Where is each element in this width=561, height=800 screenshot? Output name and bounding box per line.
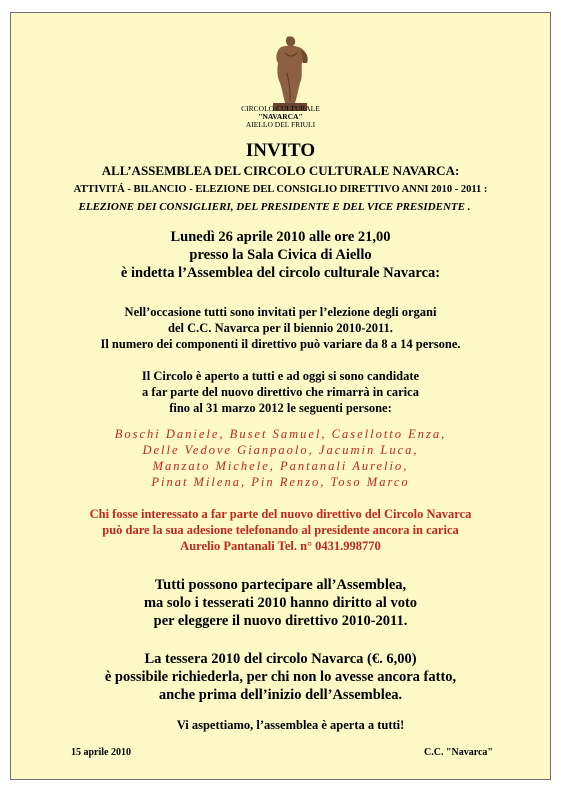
- open-line-2: a far parte del nuovo direttivo che rimarrà in carica: [142, 385, 419, 399]
- contact-line-1: Chi fosse interessato a far parte del nuovo direttivo del Circolo Navarca: [89, 507, 472, 521]
- invitation-page: [10, 12, 551, 780]
- membership-line-1: La tessera 2010 del circolo Navarca (€. 6,00): [144, 651, 417, 667]
- page-title: INVITO: [245, 140, 316, 161]
- candidates-line-4: Pinat Milena, Pin Renzo, Toso Marco: [151, 475, 410, 489]
- participation-line-3: per eleggere il nuovo direttivo 2010-2011.: [153, 613, 408, 629]
- contact-line-3: Aurelio Pantanali Tel. n° 0431.998770: [180, 539, 381, 553]
- candidates-line-3: Manzato Michele, Pantanali Aurelio,: [152, 459, 409, 473]
- logo-line-3: AIELLO DEL FRIULI: [245, 120, 316, 129]
- candidates-line-1: Boschi Daniele, Buset Samuel, Casellotto Enza,: [114, 427, 447, 441]
- agenda-line-1: ATTIVITÁ - BILANCIO - ELEZIONE DEL CONSIGLIO DIRETTIVO ANNI 2010 - 2011 :: [73, 184, 488, 195]
- membership-line-3: anche prima dell’inizio dell’Assemblea.: [158, 687, 403, 703]
- logo-line-2: "NAVARCA": [258, 112, 303, 121]
- contact-line-2: può dare la sua adesione telefonando al presidente ancora in carica: [102, 523, 459, 537]
- open-line-1: Il Circolo è aperto a tutti e ad oggi si sono candidate: [141, 369, 420, 383]
- open-line-3: fino al 31 marzo 2012 le seguenti persone:: [169, 401, 392, 415]
- event-line-1: Lunedì 26 aprile 2010 alle ore 21,00: [170, 229, 391, 245]
- participation-line-2: ma solo i tesserati 2010 hanno diritto al voto: [143, 595, 418, 611]
- statue-logo-icon: [261, 33, 317, 113]
- membership-line-2: è possibile richiederla, per chi non lo avesse ancora fatto,: [104, 669, 457, 685]
- occasion-line-1: Nell’occasione tutti sono invitati per l’elezione degli organi: [124, 305, 437, 319]
- participation-line-1: Tutti possono partecipare all’Assemblea,: [154, 577, 407, 593]
- event-line-2: presso la Sala Civica di Aiello: [189, 247, 372, 263]
- occasion-line-2: del C.C. Navarca per il biennio 2010-2011.: [168, 321, 393, 335]
- occasion-line-3: Il numero dei componenti il direttivo può variare da 8 a 14 persone.: [100, 337, 461, 351]
- candidates-line-2: Delle Vedove Gianpaolo, Jacumin Luca,: [142, 443, 419, 457]
- logo-line-1: CIRCOLO CULTURALE: [241, 104, 320, 113]
- event-line-3: è indetta l’Assemblea del circolo culturale Navarca:: [120, 265, 441, 281]
- footer-date: 15 aprile 2010: [71, 747, 131, 758]
- closing-text: Vi aspettiamo, l’assemblea è aperta a tutti!: [176, 718, 405, 732]
- footer-signature: C.C. "Navarca": [424, 747, 493, 758]
- subtitle: ALL’ASSEMBLEA DEL CIRCOLO CULTURALE NAVARCA:: [101, 163, 460, 178]
- agenda-line-2: ELEZIONE DEI CONSIGLIERI, DEL PRESIDENTE E DEL VICE PRESIDENTE .: [78, 201, 471, 213]
